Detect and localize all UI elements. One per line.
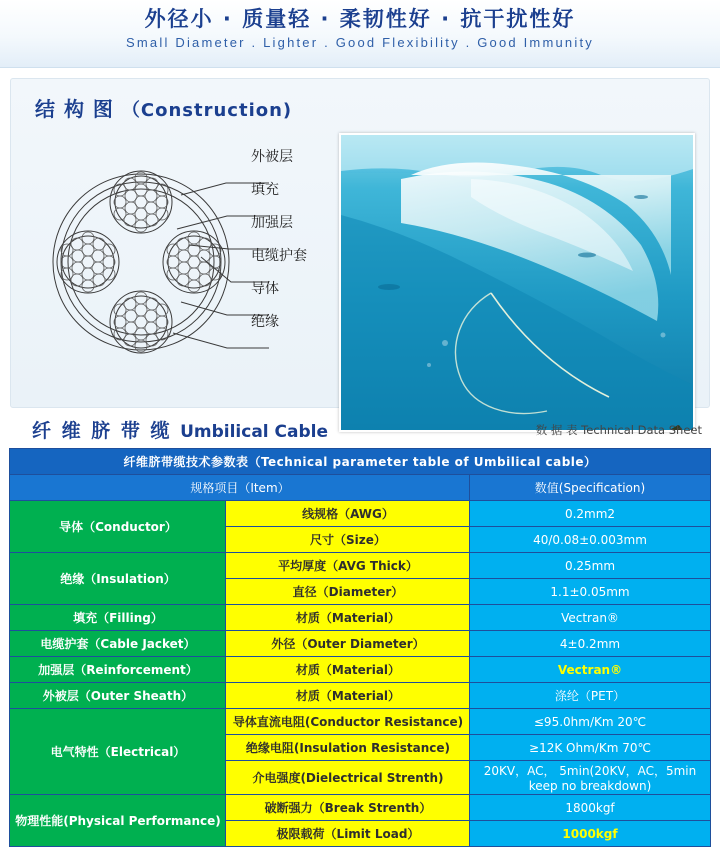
- diagram-label-outer-sheath: 外被层: [251, 149, 293, 165]
- param-conductor-resistance: 导体直流电阻(Conductor Resistance): [226, 709, 470, 735]
- param-limit-load: 极限载荷（Limit Load）: [226, 821, 470, 847]
- photo-svg: [341, 135, 693, 430]
- diagram-label-conductor: 导体: [251, 281, 279, 297]
- group-physical-performance: 物理性能(Physical Performance): [10, 795, 226, 847]
- umbilical-title-en: Umbilical Cable: [180, 422, 329, 442]
- spec-table: [9, 448, 710, 847]
- param-break-strength: 破断强力（Break Strenth）: [226, 795, 470, 821]
- datasheet-caption-cn: 数 据 表: [535, 423, 578, 437]
- datasheet-caption: [536, 422, 702, 438]
- param-conductor-size: 尺寸（Size）: [226, 527, 470, 553]
- banner-title-cn: 外径小 · 质量轻 · 柔韧性好 · 抗干扰性好: [144, 7, 576, 31]
- group-insulation: 绝缘（Insulation）: [10, 553, 226, 605]
- param-insulation-resistance: 绝缘电阻(Insulation Resistance): [226, 735, 470, 761]
- param-insulation-thickness: 平均厚度（AVG Thick）: [226, 553, 470, 579]
- value-insulation-resistance: ≥12K Ohm/Km 70℃: [470, 735, 710, 761]
- table-header-row: [10, 449, 710, 475]
- group-outer-sheath: 外被层（Outer Sheath）: [10, 683, 226, 709]
- table-row: [10, 683, 710, 709]
- group-electrical: 电气特性（Electrical）: [10, 709, 226, 795]
- datasheet-caption-en: Technical Data Sheet: [581, 423, 702, 437]
- umbilical-title: [32, 416, 328, 443]
- table-subheader-row: [10, 475, 710, 501]
- col-header-value: 数值(Specification): [470, 475, 710, 501]
- table-row: [10, 605, 710, 631]
- group-cable-jacket: 电缆护套（Cable Jacket）: [10, 631, 226, 657]
- param-reinforcement-material: 材质（Material）: [226, 657, 470, 683]
- value-conductor-size: 40/0.08±0.003mm: [470, 527, 710, 553]
- param-filling-material: 材质（Material）: [226, 605, 470, 631]
- value-jacket-outer-diameter: 4±0.2mm: [470, 631, 710, 657]
- value-dielectric-strength: 20KV，AC， 5min(20KV，AC，5min keep no breakdown): [470, 761, 710, 795]
- table-row: [10, 657, 710, 683]
- group-conductor: 导体（Conductor）: [10, 501, 226, 553]
- table-row: [10, 501, 710, 527]
- param-conductor-awg: 线规格（AWG）: [226, 501, 470, 527]
- diagram-label-reinforcement: 加强层: [251, 215, 293, 231]
- param-insulation-diameter: 直径（Diameter）: [226, 579, 470, 605]
- value-outer-sheath-material: 涤纶（PET）: [470, 683, 710, 709]
- value-break-strength: 1800kgf: [470, 795, 710, 821]
- value-filling-material: Vectran®: [470, 605, 710, 631]
- construction-section: [10, 78, 710, 408]
- construction-title-en: （Construction): [121, 100, 293, 121]
- col-header-item: 规格项目（Item）: [10, 475, 470, 501]
- diagram-label-filling: 填充: [251, 182, 279, 198]
- header-banner: [0, 0, 720, 68]
- param-dielectric-strength: 介电强度(Dielectrical Strenth): [226, 761, 470, 795]
- umbilical-title-row: [10, 416, 710, 442]
- umbilical-title-cn: 纤 维 脐 带 缆: [32, 420, 172, 442]
- table-row: [10, 709, 710, 735]
- banner-title-en: Small Diameter . Lighter . Good Flexibility . Good Immunity: [126, 35, 594, 50]
- construction-title: [35, 93, 292, 122]
- value-conductor-resistance: ≤95.0hm/Km 20℃: [470, 709, 710, 735]
- param-outer-sheath-material: 材质（Material）: [226, 683, 470, 709]
- value-limit-load: 1000kgf: [470, 821, 710, 847]
- table-row: [10, 795, 710, 821]
- construction-title-cn: 结 构 图: [35, 97, 114, 121]
- table-row: [10, 553, 710, 579]
- underwater-vehicle-photo: [339, 133, 695, 432]
- table-row: [10, 631, 710, 657]
- value-insulation-diameter: 1.1±0.05mm: [470, 579, 710, 605]
- group-filling: 填充（Filling）: [10, 605, 226, 631]
- value-insulation-thickness: 0.25mm: [470, 553, 710, 579]
- param-jacket-outer-diameter: 外径（Outer Diameter）: [226, 631, 470, 657]
- diagram-label-cable-jacket: 电缆护套: [251, 248, 307, 264]
- diagram-label-insulation: 绝缘: [251, 314, 279, 330]
- table-title: 纤维脐带缆技术参数表（Technical parameter table of Umbilical cable）: [10, 449, 710, 475]
- value-reinforcement-material: Vectran®: [470, 657, 710, 683]
- group-reinforcement: 加强层（Reinforcement）: [10, 657, 226, 683]
- value-conductor-awg: 0.2mm2: [470, 501, 710, 527]
